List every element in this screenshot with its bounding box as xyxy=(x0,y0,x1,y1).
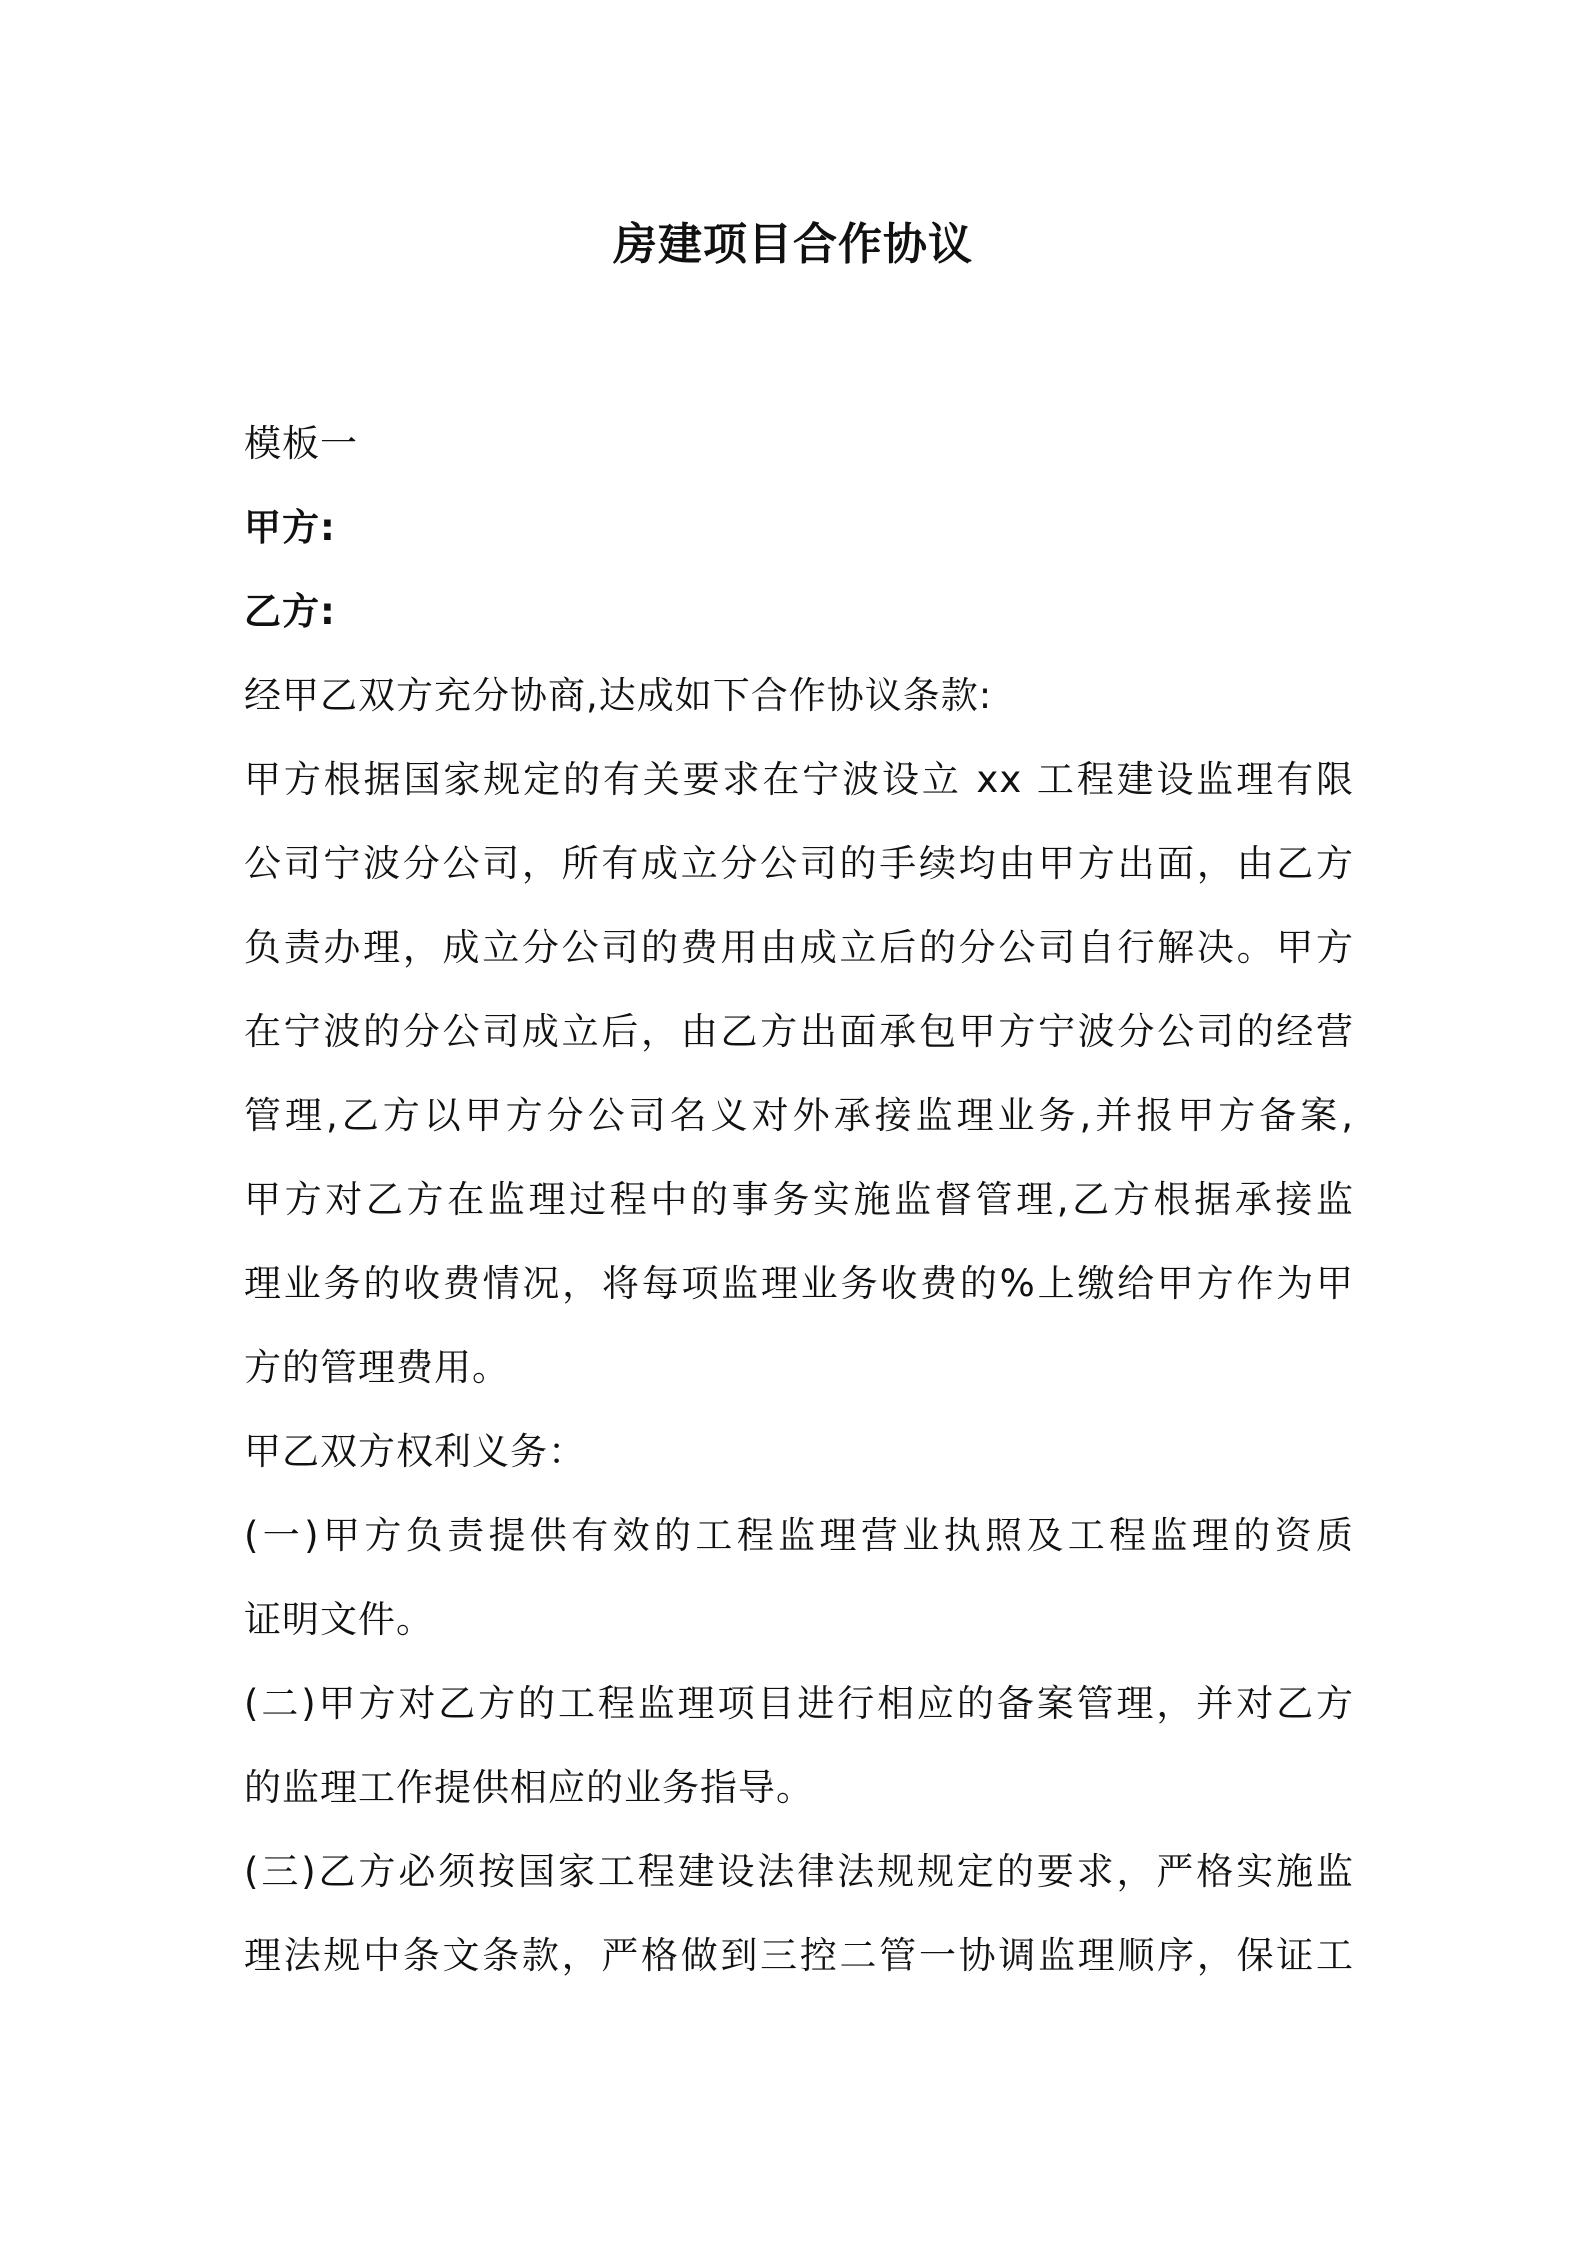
party-b-label: 乙方: xyxy=(244,590,336,633)
paragraph-line: 在宁波的分公司成立后，由乙方出面承包甲方宁波分公司的经营 xyxy=(244,1010,1354,1053)
clause-line: 证明文件。 xyxy=(244,1598,434,1641)
paragraph-line: 理业务的收费情况，将每项监理业务收费的%上缴给甲方作为甲 xyxy=(244,1262,1354,1305)
paragraph-line: 公司宁波分公司，所有成立分公司的手续均由甲方出面，由乙方 xyxy=(244,842,1354,885)
clause-line: (三)乙方必须按国家工程建设法律法规规定的要求，严格实施监 xyxy=(244,1850,1354,1893)
clause-line: (一)甲方负责提供有效的工程监理营业执照及工程监理的资质 xyxy=(244,1514,1354,1557)
party-a-label: 甲方: xyxy=(244,506,336,549)
paragraph-line: 管理,乙方以甲方分公司名义对外承接监理业务,并报甲方备案, xyxy=(244,1094,1354,1137)
rights-obligations-heading: 甲乙双方权利义务： xyxy=(244,1430,586,1473)
paragraph-line: 甲方根据国家规定的有关要求在宁波设立 xx 工程建设监理有限 xyxy=(244,758,1354,801)
document-body xyxy=(244,402,1354,1998)
document-title: 房建项目合作协议 xyxy=(613,219,973,270)
clause-line: 的监理工作提供相应的业务指导。 xyxy=(244,1766,814,1809)
paragraph-line: 甲方对乙方在监理过程中的事务实施监督管理,乙方根据承接监 xyxy=(244,1178,1354,1221)
template-label: 模板一 xyxy=(244,422,358,465)
agreement-intro: 经甲乙双方充分协商,达成如下合作协议条款: xyxy=(244,674,993,717)
clause-line: (二)甲方对乙方的工程监理项目进行相应的备案管理，并对乙方 xyxy=(244,1682,1354,1725)
clause-line: 理法规中条文条款，严格做到三控二管一协调监理顺序，保证工 xyxy=(244,1934,1354,1977)
paragraph-line: 负责办理，成立分公司的费用由成立后的分公司自行解决。甲方 xyxy=(244,926,1354,969)
paragraph-line: 方的管理费用。 xyxy=(244,1346,510,1389)
